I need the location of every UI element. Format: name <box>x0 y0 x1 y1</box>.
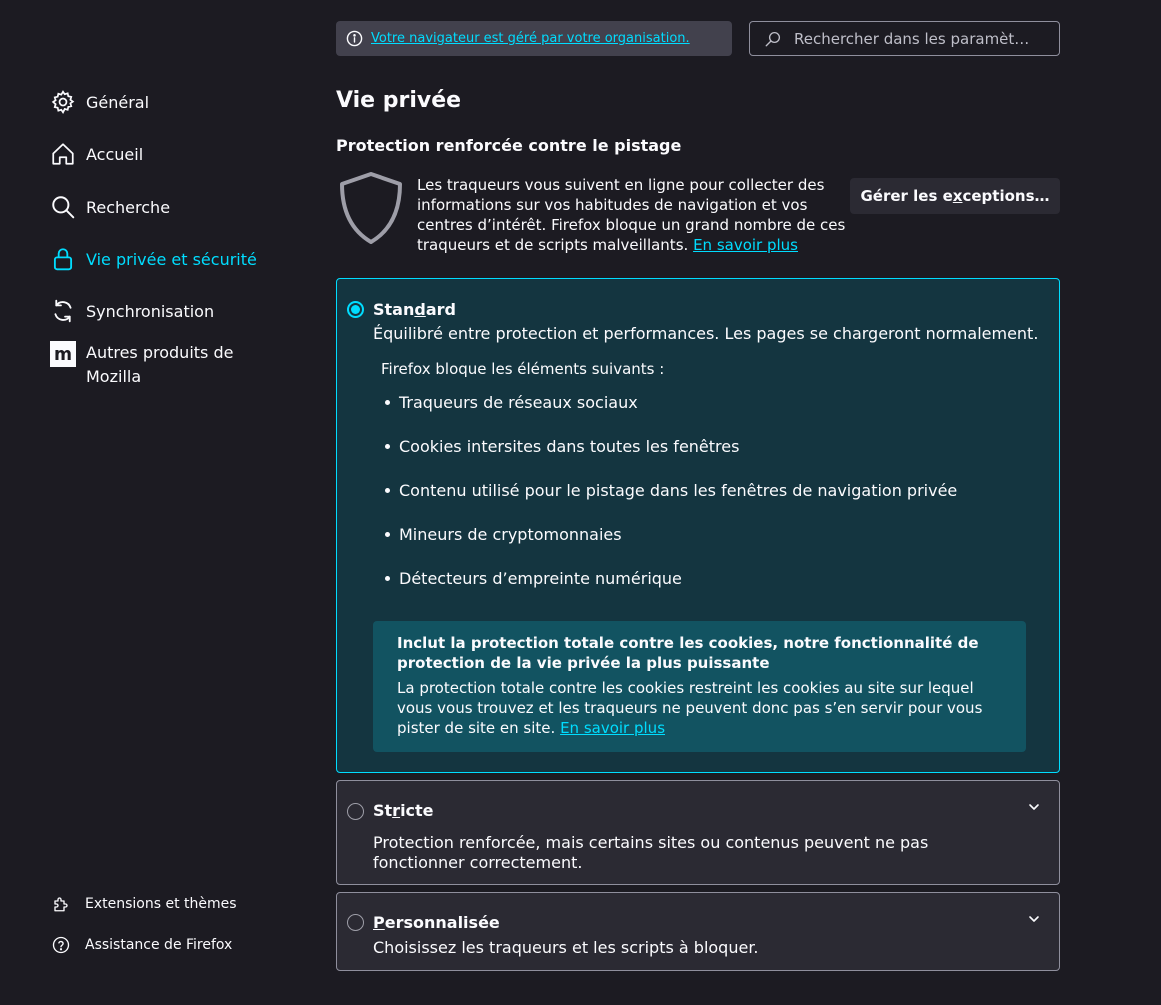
standard-radio[interactable] <box>347 301 364 318</box>
custom-radio[interactable] <box>347 914 364 931</box>
home-icon <box>50 141 76 167</box>
shield-icon <box>336 170 406 246</box>
sidebar-item-sync[interactable] <box>50 298 214 324</box>
sidebar-item-label: Synchronisation <box>86 301 215 321</box>
sync-icon <box>50 298 76 324</box>
gear-icon <box>50 89 76 115</box>
info-icon <box>346 30 363 47</box>
search-placeholder: Rechercher dans les paramèt… <box>794 29 1030 48</box>
strict-subtitle: Protection renforcée, mais certains sites ou contenus peuvent ne pas fonctionner correctement. <box>373 833 929 872</box>
search-icon <box>764 30 782 48</box>
custom-subtitle: Choisissez les traqueurs et les scripts à bloquer. <box>373 938 759 957</box>
list-item: Mineurs de cryptomonnaies <box>385 525 622 544</box>
chevron-down-icon[interactable] <box>1027 912 1041 926</box>
page-title: Vie privée <box>336 88 462 113</box>
search-icon <box>50 194 76 220</box>
mozilla-icon <box>50 341 76 367</box>
sidebar-item-label: Général <box>86 92 150 112</box>
tcp-body: La protection totale contre les cookies restreint les cookies au site sur lequel vous vous trouvez et les traqueurs ne peuvent donc pas s’en servir pour vous pister de site en site. En savoir plus <box>397 679 983 737</box>
sidebar-item-label: Vie privée et sécurité <box>86 249 257 269</box>
tcp-learn-more-link[interactable]: En savoir plus <box>560 719 666 737</box>
tracking-description: Les traqueurs vous suivent en ligne pour collecter des informations sur vos habitudes de navigation et vos centres d’intérêt. Firefox bloque un grand nombre de ces traqueurs et de scripts malveillants. En savoir plus <box>417 176 846 254</box>
sidebar-item-general[interactable] <box>50 89 149 115</box>
strict-title: Stricte <box>373 801 434 820</box>
standard-title: Standard <box>373 300 456 319</box>
sidebar-item-home[interactable] <box>50 141 143 167</box>
sidebar-item-label: Assistance de Firefox <box>85 937 233 953</box>
help-icon <box>52 936 70 954</box>
manage-exceptions-button[interactable]: Gérer les e x ceptions… <box>850 178 1060 214</box>
sidebar-item-label: Accueil <box>86 144 144 164</box>
standard-subtitle: Équilibré entre protection et performances. Les pages se chargeront normalement. <box>373 324 1039 343</box>
managed-policy-bar <box>336 21 732 56</box>
tcp-title: Inclut la protection totale contre les cookies, notre fonctionnalité de protection de la vie privée la plus puissante <box>397 634 979 672</box>
sidebar-item-label: Autres produits de Mozilla <box>86 343 234 386</box>
blocks-list-title: Firefox bloque les éléments suivants : <box>381 360 665 378</box>
standard-option-card[interactable] <box>336 278 1060 773</box>
strict-radio[interactable] <box>347 803 364 820</box>
total-cookie-protection-box <box>373 621 1026 752</box>
managed-policy-link[interactable]: Votre navigateur est géré par votre organisation. <box>371 31 690 46</box>
sidebar-item-privacy[interactable] <box>50 246 257 272</box>
list-item: Contenu utilisé pour le pistage dans les fenêtres de navigation privée <box>385 481 957 500</box>
svg-text:m: m <box>53 344 73 365</box>
sidebar-item-mozilla[interactable] <box>50 341 256 389</box>
list-item: Détecteurs d’empreinte numérique <box>385 569 682 588</box>
puzzle-icon <box>52 895 70 913</box>
settings-search-input[interactable] <box>749 21 1060 56</box>
sidebar-item-extensions[interactable] <box>52 895 237 913</box>
learn-more-link[interactable]: En savoir plus <box>693 236 798 254</box>
sidebar-item-support[interactable] <box>52 936 232 954</box>
sidebar-item-label: Recherche <box>86 197 171 217</box>
custom-title: Personnalisée <box>373 913 500 932</box>
sidebar-item-label: Extensions et thèmes <box>85 896 237 912</box>
section-title: Protection renforcée contre le pistage <box>336 136 682 155</box>
list-item: Cookies intersites dans toutes les fenêtres <box>385 437 739 456</box>
lock-icon <box>50 246 76 272</box>
sidebar-item-search[interactable] <box>50 194 170 220</box>
list-item: Traqueurs de réseaux sociaux <box>385 393 638 412</box>
strict-option-card[interactable] <box>336 780 1060 885</box>
chevron-down-icon[interactable] <box>1027 800 1041 814</box>
custom-option-card[interactable] <box>336 892 1060 971</box>
